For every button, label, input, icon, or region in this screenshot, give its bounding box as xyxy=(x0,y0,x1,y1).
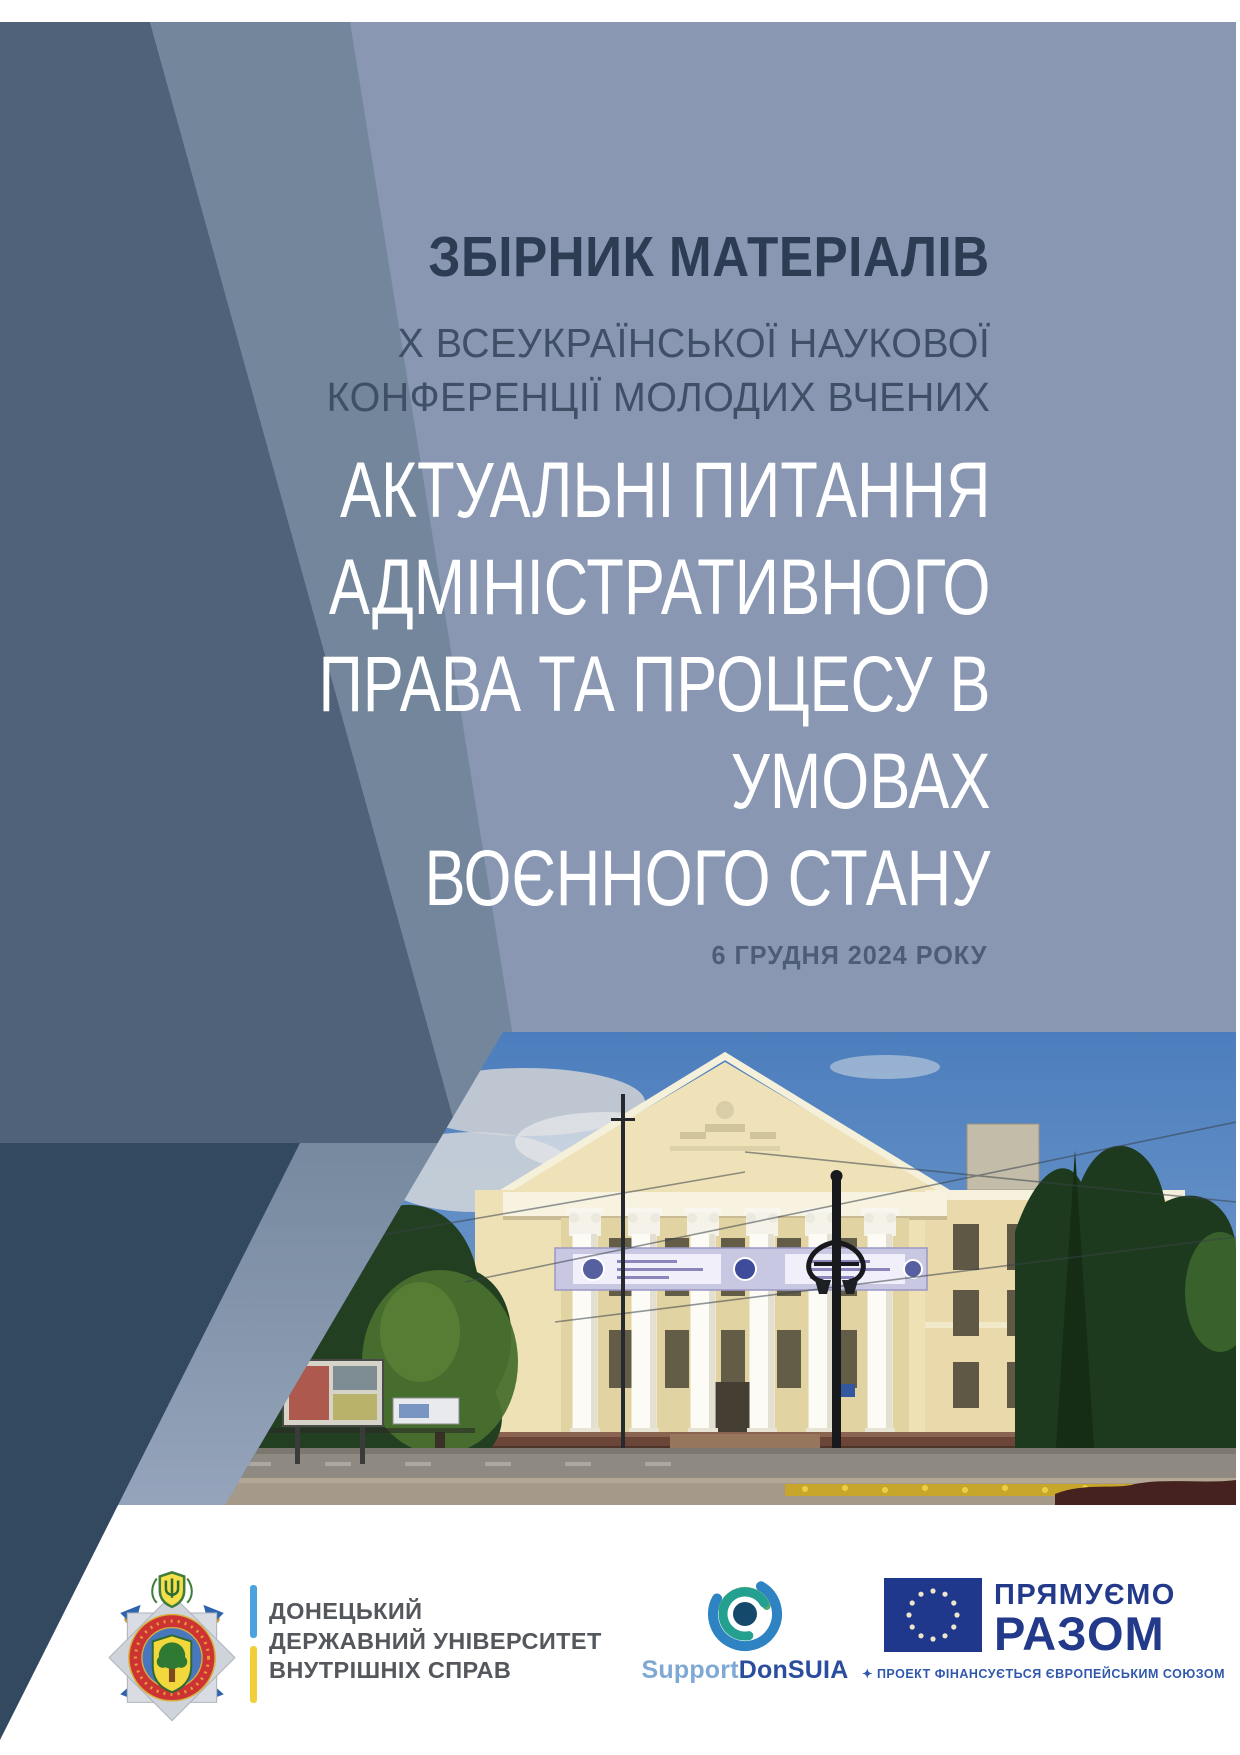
university-name-line: ВНУТРІШНІХ СПРАВ xyxy=(269,1657,512,1683)
university-name-line: ДОНЕЦЬКИЙ xyxy=(269,1598,423,1624)
eu-program-word2: РАЗОМ xyxy=(994,1607,1165,1660)
ukraine-flag-divider xyxy=(250,1585,257,1703)
supportdonsuia-label xyxy=(620,1656,870,1685)
conference-subtitle-line1: Х ВСЕУКРАЇНСЬКОЇ НАУКОВОЇ xyxy=(397,320,991,366)
support-label-dark: DonSUIA xyxy=(738,1656,849,1684)
eu-flag-icon xyxy=(884,1578,982,1652)
main-title-line: ПРАВА ТА ПРОЦЕСУ В xyxy=(318,639,990,728)
support-label-light: Support xyxy=(641,1656,739,1684)
main-title-line: АКТУАЛЬНІ ПИТАННЯ xyxy=(339,445,991,534)
flag-divider-yellow xyxy=(250,1646,257,1703)
main-title-line: ВОЄННОГО СТАНУ xyxy=(424,833,991,922)
flag-divider-blue xyxy=(250,1585,257,1638)
eu-program-title xyxy=(994,1579,1176,1660)
collection-title: ЗБІРНИК МАТЕРІАЛІВ xyxy=(428,225,990,289)
eu-program-word1: ПРЯМУЄМО xyxy=(994,1579,1176,1611)
university-name xyxy=(269,1597,602,1686)
university-name-line: ДЕРЖАВНИЙ УНІВЕРСИТЕТ xyxy=(269,1627,602,1654)
conference-subtitle-line2: КОНФЕРЕНЦІЇ МОЛОДИХ ВЧЕНИХ xyxy=(326,374,990,420)
university-emblem-icon xyxy=(106,1568,238,1726)
eu-funding-note: ✦ ПРОЕКТ ФІНАНСУЄТЬСЯ ЄВРОПЕЙСЬКИМ СОЮЗОМ xyxy=(862,1667,1226,1681)
main-title-line: АДМІНІСТРАТИВНОГО xyxy=(328,542,990,631)
supportdonsuia-swirl-icon xyxy=(703,1572,787,1656)
main-title-line: УМОВАХ xyxy=(730,736,990,825)
main-title xyxy=(318,441,990,926)
conference-subtitle xyxy=(326,316,990,424)
conference-date: 6 ГРУДНЯ 2024 РОКУ xyxy=(711,940,987,970)
